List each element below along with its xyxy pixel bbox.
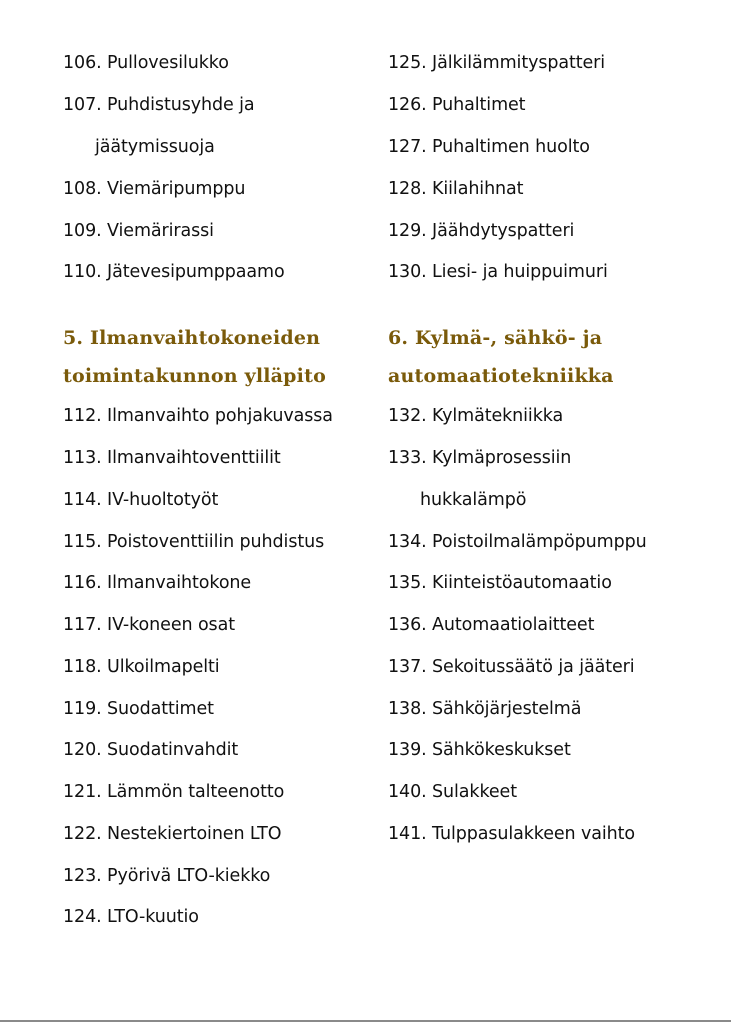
toc-item-106[interactable]: 106. Pullovesilukko	[63, 53, 229, 73]
toc-item-118[interactable]: 118. Ulkoilmapelti	[63, 657, 220, 677]
toc-item-132[interactable]: 132. Kylmätekniikka	[388, 406, 564, 426]
toc-item-138[interactable]: 138. Sähköjärjestelmä	[388, 699, 582, 719]
toc-item-122[interactable]: 122. Nestekiertoinen LTO	[63, 824, 282, 844]
toc-item-134[interactable]: 134. Poistoilmalämpöpumppu	[388, 532, 647, 552]
toc-item-123[interactable]: 123. Pyörivä LTO-kiekko	[63, 866, 271, 886]
toc-item-116[interactable]: 116. Ilmanvaihtokone	[63, 573, 252, 593]
toc-item-136[interactable]: 136. Automaatiolaitteet	[388, 615, 595, 635]
toc-item-128[interactable]: 128. Kiilahihnat	[388, 179, 524, 199]
toc-item-112[interactable]: 112. Ilmanvaihto pohjakuvassa	[63, 406, 333, 426]
toc-item-121[interactable]: 121. Lämmön talteenotto	[63, 782, 285, 802]
bottom-divider	[0, 1020, 731, 1022]
section-heading-5-line2[interactable]: toimintakunnon ylläpito	[63, 365, 326, 387]
toc-item-127[interactable]: 127. Puhaltimen huolto	[388, 137, 590, 157]
toc-item-110[interactable]: 110. Jätevesipumppaamo	[63, 262, 285, 282]
toc-item-120[interactable]: 120. Suodatinvahdit	[63, 740, 239, 760]
section-heading-6-line1[interactable]: 6. Kylmä-, sähkö- ja	[388, 327, 603, 349]
toc-item-141[interactable]: 141. Tulppasulakkeen vaihto	[388, 824, 635, 844]
toc-item-129[interactable]: 129. Jäähdytyspatteri	[388, 221, 575, 241]
toc-item-124[interactable]: 124. LTO-kuutio	[63, 907, 199, 927]
toc-item-133-continued[interactable]: hukkalämpö	[420, 490, 527, 510]
section-heading-6-line2[interactable]: automaatiotekniikka	[388, 365, 614, 387]
toc-item-108[interactable]: 108. Viemäripumppu	[63, 179, 246, 199]
toc-item-135[interactable]: 135. Kiinteistöautomaatio	[388, 573, 612, 593]
toc-item-113[interactable]: 113. Ilmanvaihtoventtiilit	[63, 448, 281, 468]
toc-item-137[interactable]: 137. Sekoitussäätö ja jääteri	[388, 657, 635, 677]
toc-item-119[interactable]: 119. Suodattimet	[63, 699, 214, 719]
toc-item-107[interactable]: 107. Puhdistusyhde ja	[63, 95, 255, 115]
toc-item-115[interactable]: 115. Poistoventtiilin puhdistus	[63, 532, 325, 552]
section-heading-5-line1[interactable]: 5. Ilmanvaihtokoneiden	[63, 327, 321, 349]
toc-item-126[interactable]: 126. Puhaltimet	[388, 95, 526, 115]
toc-item-107-continued[interactable]: jäätymissuoja	[95, 137, 215, 157]
toc-item-130[interactable]: 130. Liesi- ja huippuimuri	[388, 262, 608, 282]
toc-item-109[interactable]: 109. Viemärirassi	[63, 221, 214, 241]
toc-item-140[interactable]: 140. Sulakkeet	[388, 782, 517, 802]
toc-item-114[interactable]: 114. IV-huoltotyöt	[63, 490, 219, 510]
toc-item-139[interactable]: 139. Sähkökeskukset	[388, 740, 571, 760]
toc-item-117[interactable]: 117. IV-koneen osat	[63, 615, 235, 635]
toc-item-125[interactable]: 125. Jälkilämmityspatteri	[388, 53, 606, 73]
toc-item-133[interactable]: 133. Kylmäprosessiin	[388, 448, 572, 468]
